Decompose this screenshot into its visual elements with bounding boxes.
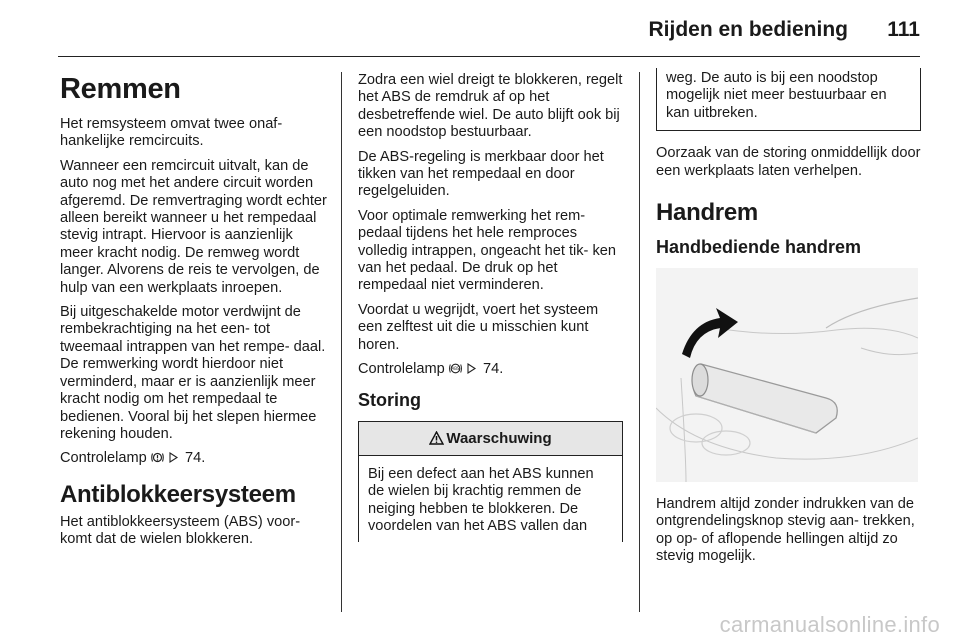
warning-triangle-icon <box>429 431 444 449</box>
column-divider-2 <box>639 72 640 612</box>
heading-antiblokkeersysteem: Antiblokkeersysteem <box>60 480 296 508</box>
control-lamp-reference <box>60 450 328 467</box>
heading-storing: Storing <box>358 389 421 410</box>
column-2 <box>358 72 623 542</box>
paragraph: Voordat u wegrijdt, voert het systeem een zelftest uit die u misschien kunt horen. <box>358 301 599 353</box>
warning-box-continued: weg. De auto is bij een noodstop mogelijk niet meer bestuurbaar en kan uitbreken. <box>656 68 921 131</box>
control-lamp-label: Controlelamp <box>358 361 445 378</box>
heading-remmen: Remmen <box>60 73 181 105</box>
column-divider-1 <box>341 72 342 612</box>
page-reference[interactable]: 74. <box>482 361 504 378</box>
figure-caption: Handrem altijd zonder indrukken van de ontgrendelingsknop stevig aan- trekken, op op- of aflopende hellingen altijd zo stevig mogelijk. <box>656 496 915 565</box>
warning-box <box>358 421 623 542</box>
control-lamp-label: Controlelamp <box>60 450 147 467</box>
page-number: 111 <box>887 18 920 41</box>
warning-title: Waarschuwing <box>446 429 552 447</box>
watermark: carmanualsonline.info <box>719 612 940 637</box>
page-reference-arrow-icon <box>168 451 181 464</box>
brake-warning-icon <box>151 451 164 464</box>
heading-handrem: Handrem <box>656 199 758 227</box>
paragraph: Voor optimale remwerking het rem- pedaal tijdens het hele remproces volledig intrappen, ongeacht het tik- ken van het pedaal. De druk op het rempedaal niet verminderen. <box>358 207 616 294</box>
paragraph: Zodra een wiel dreigt te blokkeren, regelt het ABS de remdruk af op het desbetreffende wiel. De auto blijft ook bij een noodstop bestuurbaar. <box>358 72 623 141</box>
paragraph: Wanneer een remcircuit uitvalt, kan de auto nog met het andere circuit worden afgeremd. De remvertraging wordt echter alleen bereikt wanneer u het rempedaal stevig intrapt. Hiervoor is aanzienlijk meer kracht nodig. De remweg wordt langer. Alvorens de reis te vervolgen, de hulp van een werkplaats inroepen. <box>60 157 327 296</box>
page-reference-arrow-icon <box>466 362 479 375</box>
header-rule <box>58 56 920 57</box>
column-3 <box>656 70 921 573</box>
heading-handbediende-handrem: Handbediende handrem <box>656 237 862 258</box>
paragraph: Bij uitgeschakelde motor verdwijnt de rembekrachtiging na het een- tot tweemaal intrappen van het rempe- daal. De remwerking wordt hierdoor niet verminderd, maar er is aanzienlijk meer kracht nodig om het rempedaal te bedienen. Vooral bij het slepen hiermee rekening houden. <box>60 304 326 442</box>
warning-header <box>359 422 622 456</box>
running-header-title: Rijden en bediening <box>648 18 848 41</box>
warning-text: Bij een defect aan het ABS kunnen de wielen bij krachtig remmen de neiging hebben te blokkeren. De voordelen van het ABS vallen dan <box>368 465 594 535</box>
paragraph: Oorzaak van de storing onmiddellijk door een werkplaats laten verhelpen. <box>656 145 921 179</box>
column-1 <box>60 72 328 556</box>
paragraph: Het antiblokkeersysteem (ABS) voor- komt dat de wielen blokkeren. <box>60 513 301 548</box>
abs-icon <box>449 362 462 375</box>
page-reference[interactable]: 74. <box>184 450 206 467</box>
svg-text:ABS: ABS <box>451 366 460 372</box>
control-lamp-reference <box>358 361 623 378</box>
paragraph: Het remsysteem omvat twee onaf- hankelijke remcircuits. <box>60 116 283 150</box>
handbrake-illustration <box>656 268 918 482</box>
paragraph: De ABS-regeling is merkbaar door het tikken van het rempedaal en door regelgeluiden. <box>358 148 604 200</box>
